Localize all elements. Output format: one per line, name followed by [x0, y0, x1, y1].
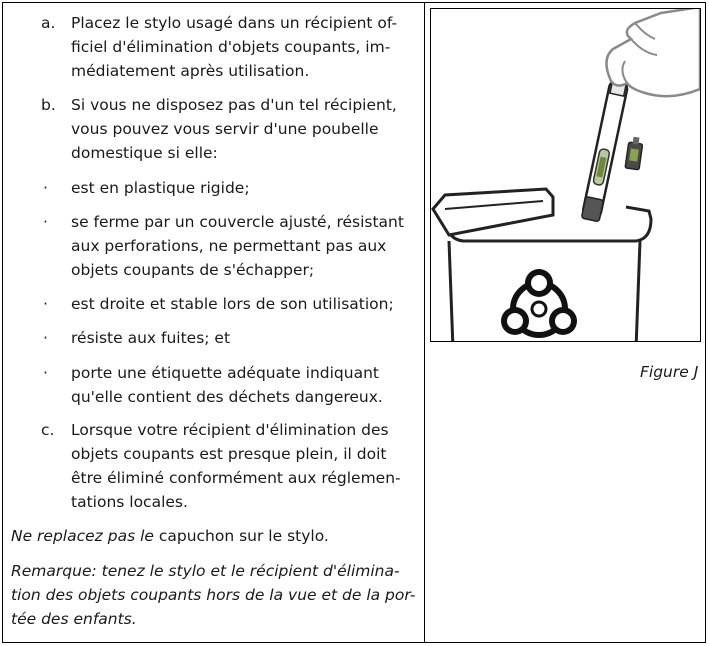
bullet-marker: ·	[43, 179, 48, 197]
text-line: Si vous ne disposez pas d'un tel récipient,	[71, 96, 397, 114]
text-line: tion des objets coupants hors de la vue et de la por-	[11, 586, 416, 604]
text-line: est droite et stable lors de son utilisation;	[71, 295, 394, 313]
list-item-text	[71, 418, 416, 514]
text-line: Placez le stylo usagé dans un récipient of-	[71, 14, 398, 32]
list-marker: b.	[41, 96, 56, 114]
bullet-marker: ·	[43, 364, 48, 382]
pen-cap-illustration	[625, 136, 643, 170]
text-line: Lorsque votre récipient d'élimination des	[71, 421, 389, 439]
list-item-text	[71, 93, 416, 165]
bullet-text	[71, 210, 416, 282]
cap-note	[11, 524, 421, 548]
bullet-text	[71, 361, 416, 409]
list-marker: a.	[41, 14, 56, 32]
text-line: se ferme par un couvercle ajusté, résistant	[71, 213, 404, 231]
text-line: médiatement après utilisation.	[71, 62, 310, 80]
bullet-text	[71, 176, 416, 200]
cap-note-emphasis: Ne replacez pas le	[11, 527, 154, 545]
hand-illustration	[606, 9, 700, 96]
text-line: Remarque: tenez le stylo et le récipient d'élimina-	[11, 562, 400, 580]
text-line: objets coupants est presque plein, il doit	[71, 445, 387, 463]
text-line: qu'elle contient des déchets dangereux.	[71, 388, 383, 406]
figure-j-illustration	[430, 8, 701, 342]
text-line: aux perforations, ne permettant pas aux	[71, 237, 387, 255]
bullet-text	[71, 326, 416, 350]
figure-caption: Figure J	[640, 363, 699, 381]
text-line: domestique si elle:	[71, 144, 218, 162]
text-line: objets coupants de s'échapper;	[71, 261, 315, 279]
list-marker: c.	[41, 421, 55, 439]
bullet-marker: ·	[43, 329, 48, 347]
text-line: porte une étiquette adéquate indiquant	[71, 364, 379, 382]
cap-note-text: capuchon sur le stylo.	[153, 527, 329, 545]
text-line: ficiel d'élimination d'objets coupants, im-	[71, 38, 391, 56]
text-line: vous pouvez vous servir d'une poubelle	[71, 120, 379, 138]
bullet-text	[71, 292, 416, 316]
text-line: tations locales.	[71, 493, 188, 511]
text-line: résiste aux fuites; et	[71, 329, 231, 347]
remark-note	[11, 559, 421, 631]
bullet-marker: ·	[43, 295, 48, 313]
sharps-disposal-icon	[431, 9, 700, 341]
list-item-text	[71, 11, 416, 83]
pen-illustration	[581, 79, 628, 222]
column-divider	[424, 3, 425, 642]
text-line: être éliminé conformément aux réglemen-	[71, 469, 401, 487]
text-line: est en plastique rigide;	[71, 179, 250, 197]
text-line: tée des enfants.	[11, 610, 137, 628]
bullet-marker: ·	[43, 213, 48, 231]
